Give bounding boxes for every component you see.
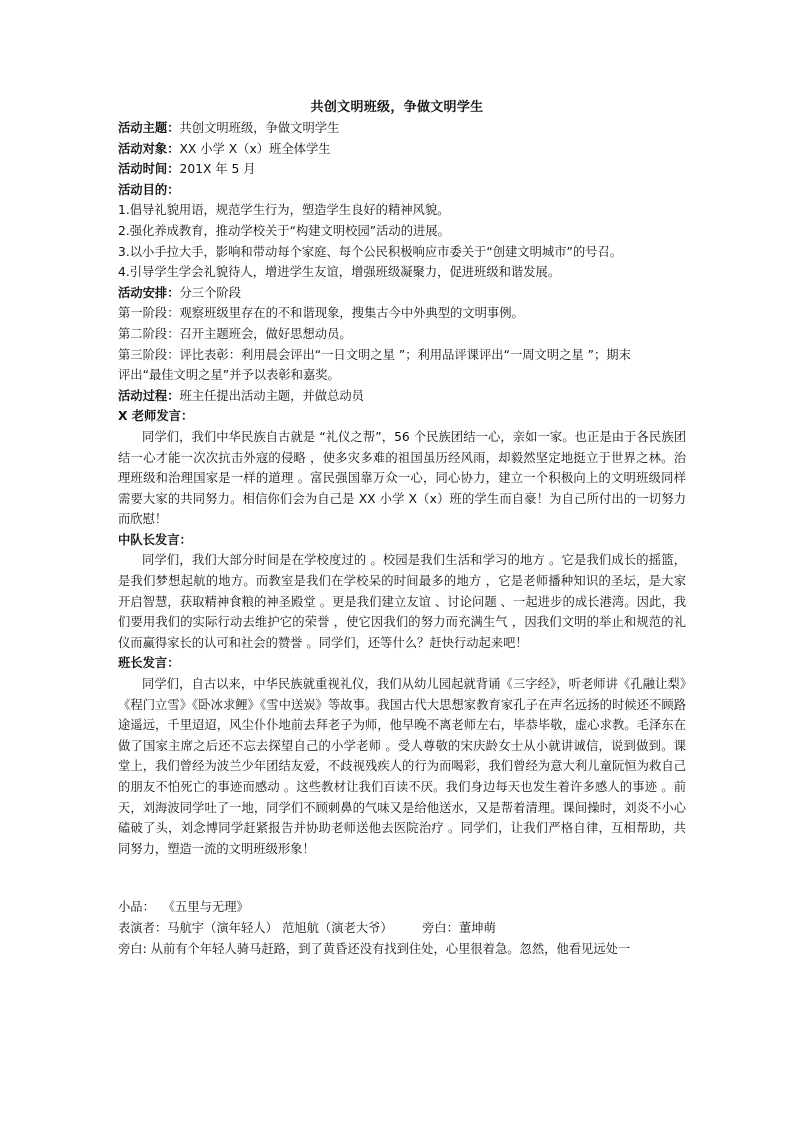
target-line <box>118 139 686 160</box>
actor-1-name: 马航宇（演年轻人） <box>167 920 278 935</box>
purpose-label: 活动目的： <box>118 182 180 197</box>
teacher-speech: 同学们，我们中华民族自古就是 “礼仪之帮”，56 个民族团结一心，亲如一家。也正是由于各民族团结一心才能一次次抗击外寇的侵略 ，使多灾多难的祖国虽历经风雨，却毅然坚定地挺立于世界之林。治理班级和治理国家是一样的道理 。富民强国靠万众一心，同心协力，建立一个积极向上的文明班级同样需要大家的共同努力。相信你们会为自己是 XX 小学 X（x）班的学生而自豪！为自己所付出的一切努力而欣慰！ <box>118 429 686 527</box>
captain-label: 中队长发言： <box>118 532 192 547</box>
process-label: 活动过程： <box>118 388 180 403</box>
stage2-value: 召开主题班会，做好思想动员。 <box>179 326 352 341</box>
document-body <box>118 118 686 959</box>
monitor-speech: 同学们，自古以来，中华民族就重视礼仪，我们从幼儿园起就背诵《三字经》，听老师讲《孔融让梨》《程门立雪》《卧冰求鲤》《雪中送炭》等故事。我国古代大思想家教育家孔子在声名远扬的时候还不顾路途遥远，千里迢迢，风尘仆仆地前去拜老子为师，他早晚不离老师左右，毕恭毕敬，虚心求教。毛泽东在做了国家主席之后还不忘去探望自己的小学老师 。受人尊敬的宋庆龄女士从小就讲诚信，说到做到。课堂上，我们曾经为波兰少年团结友爱，不歧视残疾人的行为而喝彩，我们曾经为意大利儿童阮恒为救自己的朋友不怕死亡的事迹而感动 。这些教材让我们百读不厌。我们身边每天也发生着许多感人的事迹 。前天，刘海波同学吐了一地，同学们不顾刺鼻的气味又是给他送水，又是帮着清理。课间操时，刘炎不小心磕破了头，刘念博同学赶紧报告并协助老师送他去医院治疗 。同学们，让我们严格自律，互相帮助，共同努力，塑造一流的文明班级形象！ <box>118 677 686 856</box>
narrator: 旁白：董坤萌 <box>422 920 496 935</box>
actor-1 <box>118 918 282 939</box>
captain-speech: 同学们，我们大部分时间是在学校度过的 。校园是我们生活和学习的地方 。它是我们成长的摇篮，是我们梦想起航的地方。而教室是我们在学校呆的时间最多的地方 ，它是老师播种知识的圣坛，是大家开启智慧，获取精神食粮的神圣殿堂 。更是我们建立友谊 、讨论问题 、一起进步的成长港湾。因此，我们要用我们的实际行动去维护它的荣誉 ，使它因我们的努力而充满生气 ，因我们文明的举止和规范的礼仪而赢得家长的认可和社会的赞誉 。同学们，还等什么？赶快行动起来吧！ <box>118 553 686 650</box>
stage3-label: 第三阶段： <box>118 347 180 362</box>
stage1-value: 观察班级里存在的不和谐现象，搜集古今中外典型的文明事例。 <box>179 306 524 321</box>
actor-2: 范旭航（演老大爷） <box>282 920 393 935</box>
arrange-value: 分三个阶段 <box>179 285 241 300</box>
purpose-item-1: 1.倡导礼貌用语，规范学生行为，塑造学生良好的精神风貌。 <box>118 203 450 218</box>
narration-line: 旁白: 从前有个年轻人骑马赶路，到了黄昏还没有找到住处，心里很着急。忽然，他看见远处一 <box>118 941 631 956</box>
purpose-item-4: 4.引导学生学会礼貌待人，增进学生友谊，增强班级凝聚力，促进班级和谐发展。 <box>118 265 561 280</box>
stage1-label: 第一阶段： <box>118 306 180 321</box>
section-gap <box>118 859 686 897</box>
target-value: XX 小学 X（x）班全体学生 <box>179 141 331 156</box>
teacher-label: X 老师发言： <box>118 409 194 424</box>
target-label: 活动对象： <box>118 141 180 156</box>
actors-label: 表演者： <box>118 920 168 935</box>
stage1-line <box>118 303 686 324</box>
theme-value: 共创文明班级，争做文明学生 <box>179 121 340 135</box>
actors-line <box>118 918 686 939</box>
skit-label: 小品： <box>118 900 155 915</box>
arrange-line <box>118 283 686 304</box>
skit-title: 《五里与无理》 <box>162 900 249 915</box>
stage3-value: 评比表彰：利用晨会评出“一日文明之星 ”；利用品评课评出“一周文明之星 ”；期末 <box>179 347 631 362</box>
skit-line <box>118 897 686 918</box>
time-line <box>118 159 686 180</box>
stage2-label: 第二阶段： <box>118 326 180 341</box>
theme-label: 活动主题： <box>118 121 180 135</box>
purpose-item-2: 2.强化养成教育，推动学校关于“构建文明校园”活动的进展。 <box>118 223 450 238</box>
monitor-label: 班长发言： <box>118 656 180 671</box>
arrange-label: 活动安排： <box>118 285 180 300</box>
theme-line <box>118 118 686 139</box>
process-line <box>118 386 686 407</box>
stage2-line <box>118 324 686 345</box>
time-value: 201X 年 5 月 <box>179 162 256 177</box>
stage3-line <box>118 345 686 366</box>
time-label: 活动时间： <box>118 162 180 177</box>
process-value: 班主任提出活动主题，并做总动员 <box>179 388 364 403</box>
document-title: 共创文明班级，争做文明学生 <box>310 100 484 115</box>
stage3-line-2: 评出“最佳文明之星”并予以表彰和嘉奖。 <box>118 368 340 383</box>
purpose-item-3: 3.以小手拉大手，影响和带动每个家庭、每个公民积极响应市委关于“创建文明城市”的号召。 <box>118 244 623 259</box>
